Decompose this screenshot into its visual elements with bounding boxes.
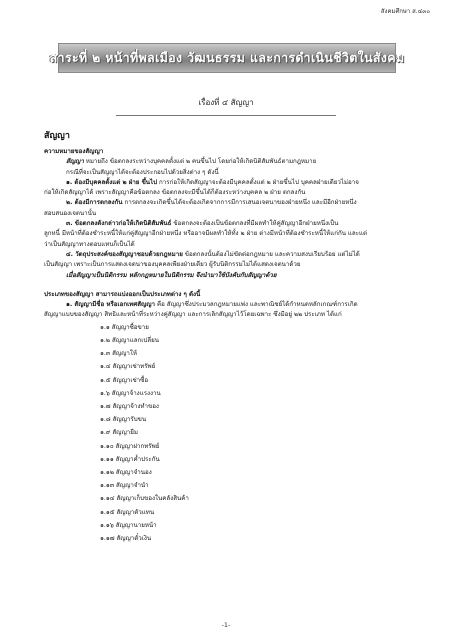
type-1-title: ๑. สัญญามีชื่อ หรือเอกเทศสัญญา	[66, 301, 155, 309]
list-item: ๑.๑๗ สัญญาตั๋วเงิน	[100, 535, 152, 542]
point-2-line-1: การตกลงจะเกิดขึ้นได้จะต้องเกิดจากการมีการเสนอเจตนาของฝ่ายหนึ่ง และมีอีกฝ่ายหนึ่ง	[122, 199, 357, 207]
list-item: ๑.๑๔ สัญญาเก็บของในคลังสินค้า	[100, 495, 189, 503]
list-item: ๑.๑ สัญญาซื้อขาย	[100, 323, 149, 331]
meaning-title: ความหมายของสัญญา	[44, 148, 104, 155]
type-1	[44, 300, 422, 310]
note-line: เมื่อสัญญาเป็นนิติกรรม หลักกฎหมายในนิติกรรม จึงนำมาใช้บังคับกับสัญญาด้วย	[66, 271, 277, 279]
banner-title: สาระที่ ๒ หน้าที่พลเมือง วัฒนธรรม และการดำเนินชีวิตในสังคม	[49, 50, 405, 65]
divider-line	[116, 115, 336, 116]
list-item: ๑.๘ สัญญารับขน	[100, 416, 147, 424]
page-number: -1-	[221, 621, 231, 629]
point-1-line-2: ก่อให้เกิดสัญญาได้ เพราะสัญญาคือข้อตกลง ข้อตกลงจะมีขึ้นได้ก็ต้องระหว่างบุคคล ๒ ฝ่าย ตกลงกัน	[44, 189, 306, 197]
point-2-title: ๒. ต้องมีการตกลงกัน	[66, 199, 123, 207]
point-4-line-1: ข้อตกลงนั้นต้องไม่ขัดต่อกฎหมาย และความสงบเรียบร้อย แต่ไม่ได้	[182, 250, 360, 258]
point-3-line-3: ว่าเป็นสัญญาทางตอบแทนก็เป็นได้	[44, 240, 135, 248]
point-3-title: ๓. ข้อตกลงดังกล่าวก่อให้เกิดนิติสัมพันธ์	[66, 220, 172, 228]
list-item: ๑.๑๕ สัญญาตัวแทน	[100, 508, 155, 516]
lesson-subtitle: เรื่องที่ ๔ สัญญา	[198, 98, 254, 107]
list-item: ๑.๑๒ สัญญาจำนอง	[100, 468, 152, 476]
type-1-line-1: คือ สัญญาซึ่งประมวลกฎหมายแพ่ง และพาณิชย์ได้กำหนดหลักเกณฑ์การเกิด	[155, 301, 358, 309]
definition-term: สัญญา	[66, 158, 84, 166]
spacer	[44, 281, 422, 287]
definition-text: หมายถึง ข้อตกลงระหว่างบุคคลตั้งแต่ ๒ คนขึ้นไป โดยก่อให้เกิดนิติสัมพันธ์ตามกฎหมาย	[83, 158, 317, 166]
point-3-line-2: ลูกหนี้ มีหน้าที่ต้องชำระหนี้ให้แก่คู่สัญญาอีกฝ่ายหนึ่ง หรืออาจมีผลทำให้ทั้ง ๒ ฝ่าย ต่างมีหน้าที่ต้องชำระหนี้ให้แก่กัน และแต่	[44, 230, 368, 238]
definition-line	[44, 157, 422, 167]
point-2	[44, 198, 422, 208]
intro-line: กรณีที่จะเป็นสัญญาได้จะต้องประกอบไปด้วยสิ่งต่าง ๆ ดังนี้	[66, 168, 219, 176]
list-item: ๑.๑๑ สัญญาค้ำประกัน	[100, 455, 160, 463]
point-4-line-2: เป็นสัญญา เพราะเป็นการแสดงเจตนาของบุคคลเพียงฝ่ายเดียว ผู้รับนิติกรรมไม่ได้แสดงเจตนาด้วย	[44, 261, 301, 269]
list-item: ๑.๒ สัญญาแลกเปลี่ยน	[100, 336, 159, 344]
point-1	[44, 178, 422, 188]
point-4-title: ๔. วัตถุประสงค์ของสัญญาชอบด้วยกฎหมาย	[66, 250, 183, 258]
list-item: ๑.๑๖ สัญญานายหน้า	[100, 521, 157, 529]
list-item: ๑.๑๓ สัญญาจำนำ	[100, 482, 149, 490]
point-1-line-1: การก่อให้เกิดสัญญาจะต้องมีบุคคลตั้งแต่ ๒ ฝ่ายขึ้นไป บุคคลฝ่ายเดียวไม่อาจ	[157, 178, 359, 186]
chapter-banner	[49, 43, 405, 73]
list-item: ๑.๔ สัญญาเช่าทรัพย์	[100, 363, 156, 371]
type-1-line-2: สัญญาแบบของสัญญา สิทธิและหน้าที่ระหว่างคู่สัญญา และการเลิกสัญญาไว้โดยเฉพาะ ซึ่งมีอยู่ ๒๒ ประเภท ได้แก่	[44, 311, 342, 319]
section-heading: สัญญา	[44, 131, 70, 141]
document-body	[44, 144, 422, 545]
contract-type-list	[100, 321, 422, 545]
point-2-line-2: สอบสนองเจตนานั้น	[44, 209, 97, 217]
list-item: ๑.๑๐ สัญญาฝากทรัพย์	[100, 442, 160, 450]
point-4	[44, 250, 422, 260]
list-item: ๑.๖ สัญญาจ้างแรงงาน	[100, 389, 161, 397]
point-3	[44, 219, 422, 229]
list-item: ๑.๗ สัญญาจ้างทำของ	[100, 402, 159, 410]
types-title: ประเภทของสัญญา สามารถแบ่งออกเป็นประเภทต่าง ๆ ดังนี้	[44, 290, 201, 298]
list-item: ๑.๙ สัญญายืม	[100, 429, 138, 437]
point-1-title: ๑. ต้องมีบุคคลตั้งแต่ ๒ ฝ่าย ขึ้นไป	[66, 178, 158, 186]
page-header-code: สังคมศึกษา ส.๔๓๐	[380, 8, 430, 15]
list-item: ๑.๕ สัญญาเช่าซื้อ	[100, 376, 149, 384]
point-3-line-1: ข้อตกลงจะต้องเป็นข้อตกลงที่มีผลทำให้คู่สัญญาอีกฝ่ายหนึ่งเป็น	[171, 220, 339, 228]
list-item: ๑.๓ สัญญาให้	[100, 350, 137, 358]
